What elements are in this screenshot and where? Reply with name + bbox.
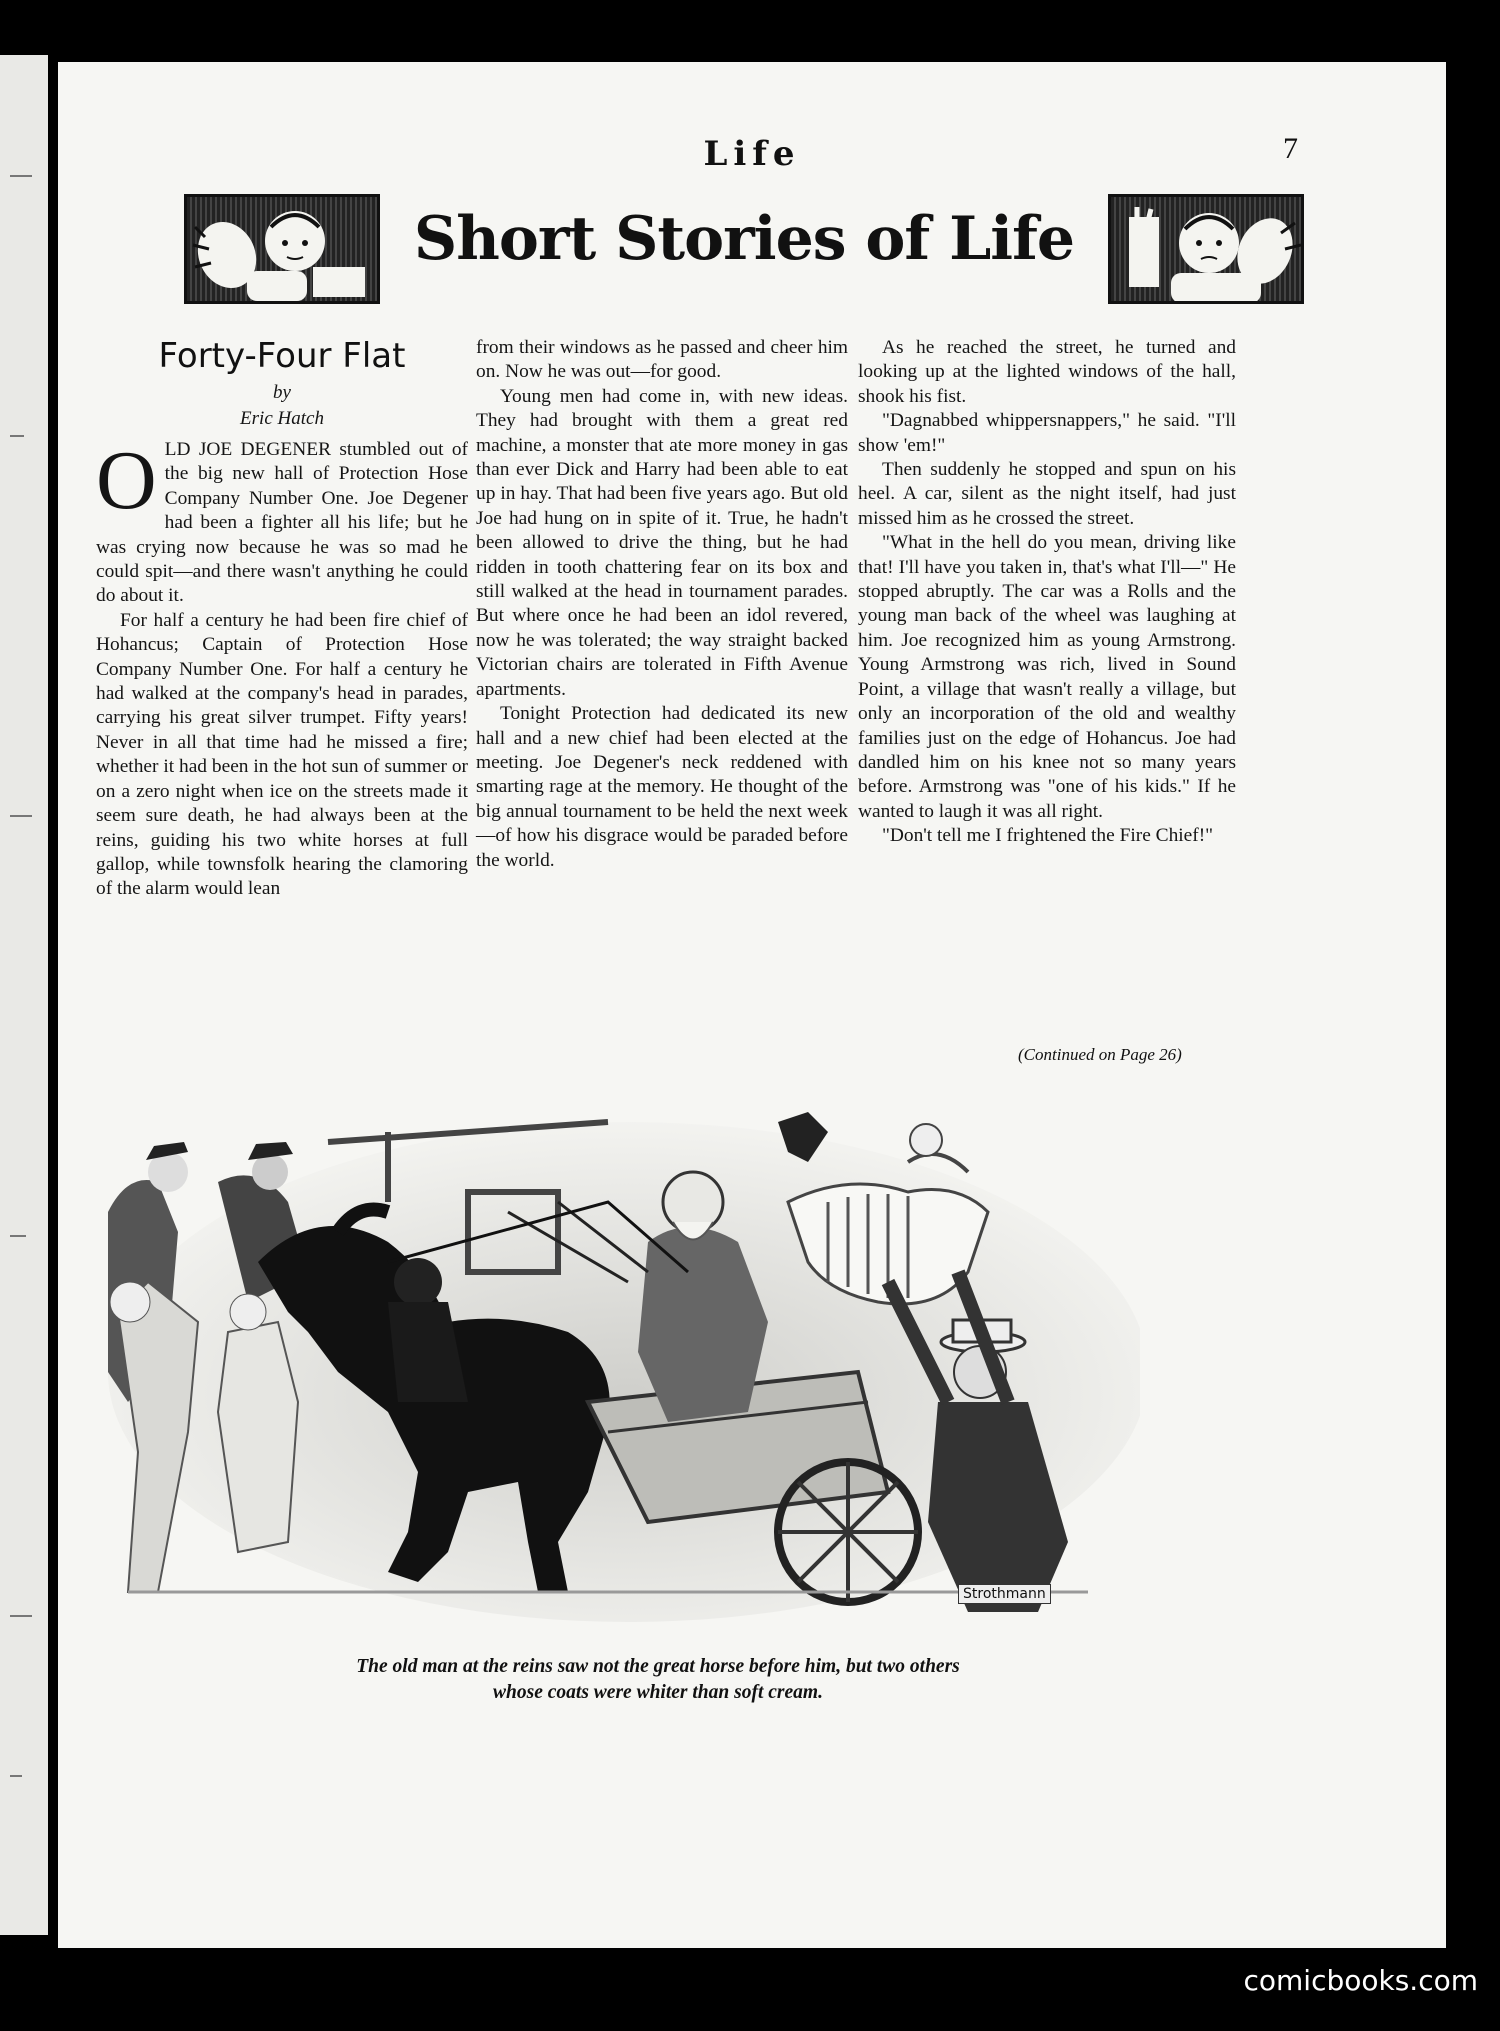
adjacent-page-edge: [0, 55, 48, 1935]
paragraph: Tonight Protection had dedicated its new hall and a new chief had been elected at the meeting. Joe Degener's neck reddened with smarting rage at the memory. He thought of the big annual tournament to be held the next week—of how his disgrace would be paraded before the world.: [476, 703, 848, 871]
byline-by: by: [273, 382, 291, 403]
cherub-right-icon: [1108, 194, 1304, 304]
paragraph: from their windows as he passed and cheer him on. Now he was out—for good.: [476, 337, 848, 383]
cherub-left-icon: [184, 194, 380, 304]
text-column-3: [858, 336, 1236, 849]
masthead: Life: [703, 134, 801, 174]
fire-wagon-illustration: [88, 1072, 1140, 1632]
banner-title: Short Stories of Life: [413, 204, 1075, 274]
drop-cap: O: [96, 434, 157, 527]
page-number: 7: [1283, 132, 1298, 165]
text-column-1: [96, 336, 468, 902]
paragraph: Young men had come in, with new ideas. They had brought with them a great red machine, a monster that ate more money in gas than ever Dick and Harry had been able to eat up in hay. That had been five years ago. But old Joe had hung on in spite of it. True, he hadn't been allowed to drive the thing, but he had ridden in tooth chattering fear on its box and still walked at the head in tournament parades. But where once he had been an idol revered, now he was tolerated; the way straight backed Victorian chairs are tolerated in Fifth Avenue apartments.: [476, 385, 848, 700]
artist-signature: Strothmann: [958, 1584, 1051, 1604]
section-banner: [184, 194, 1304, 304]
text-column-2: [476, 336, 848, 873]
paragraph: "Dagnabbed whippersnappers," he said. "I'll show 'em!": [858, 410, 1236, 456]
continued-note: (Continued on Page 26): [1018, 1045, 1182, 1064]
caption-line: The old man at the reins saw not the great horse before him, but two others: [356, 1656, 960, 1677]
magazine-page: [58, 62, 1446, 1948]
paragraph: As he reached the street, he turned and looking up at the lighted windows of the hall, shook his fist.: [858, 337, 1236, 407]
illustration-caption: [218, 1654, 1098, 1706]
watermark: comicbooks.com: [1243, 1964, 1478, 1997]
paragraph: OLD JOE DEGENER stumbled out of the big new hall of Protection Hose Company Number One. Joe Degener had been a fighter all his life; but he was crying now because he was so mad he could spit—and there wasn't anything he could do about it.: [96, 434, 468, 607]
byline-author: Eric Hatch: [240, 408, 324, 429]
story-title: Forty-Four Flat: [158, 336, 406, 376]
paragraph: "What in the hell do you mean, driving like that! I'll have you taken in, that's what I'll—" He stopped abruptly. The car was a Rolls and the young man back of the wheel was laughing at him. Joe recognized him as young Armstrong. Young Armstrong was rich, lived in Sound Point, a village that wasn't really a village, but only an incorporation of the old and wealthy families just on the edge of Hohancus. Joe had dandled him on his knee not so many years before. Armstrong was "one of his kids." If he wanted to laugh it was all right.: [858, 532, 1236, 822]
paragraph: For half a century he had been fire chief of Hohancus; Captain of Protection Hose Company Number One. For half a century he had walked at the company's head in parades, carrying his great silver trumpet. Fifty years! Never in all that time had he missed a fire; whether it had been in the hot sun of summer or on a zero night when ice on the streets made it seem sure death, he had always been at the reins, guiding his two white horses at full gallop, while townsfolk hearing the clamoring of the alarm would lean: [96, 609, 468, 900]
paragraph: "Don't tell me I frightened the Fire Chief!": [882, 825, 1214, 847]
caption-line: whose coats were whiter than soft cream.: [493, 1682, 823, 1703]
paragraph: Then suddenly he stopped and spun on his heel. A car, silent as the night itself, had just missed him as he crossed the street.: [858, 459, 1236, 529]
